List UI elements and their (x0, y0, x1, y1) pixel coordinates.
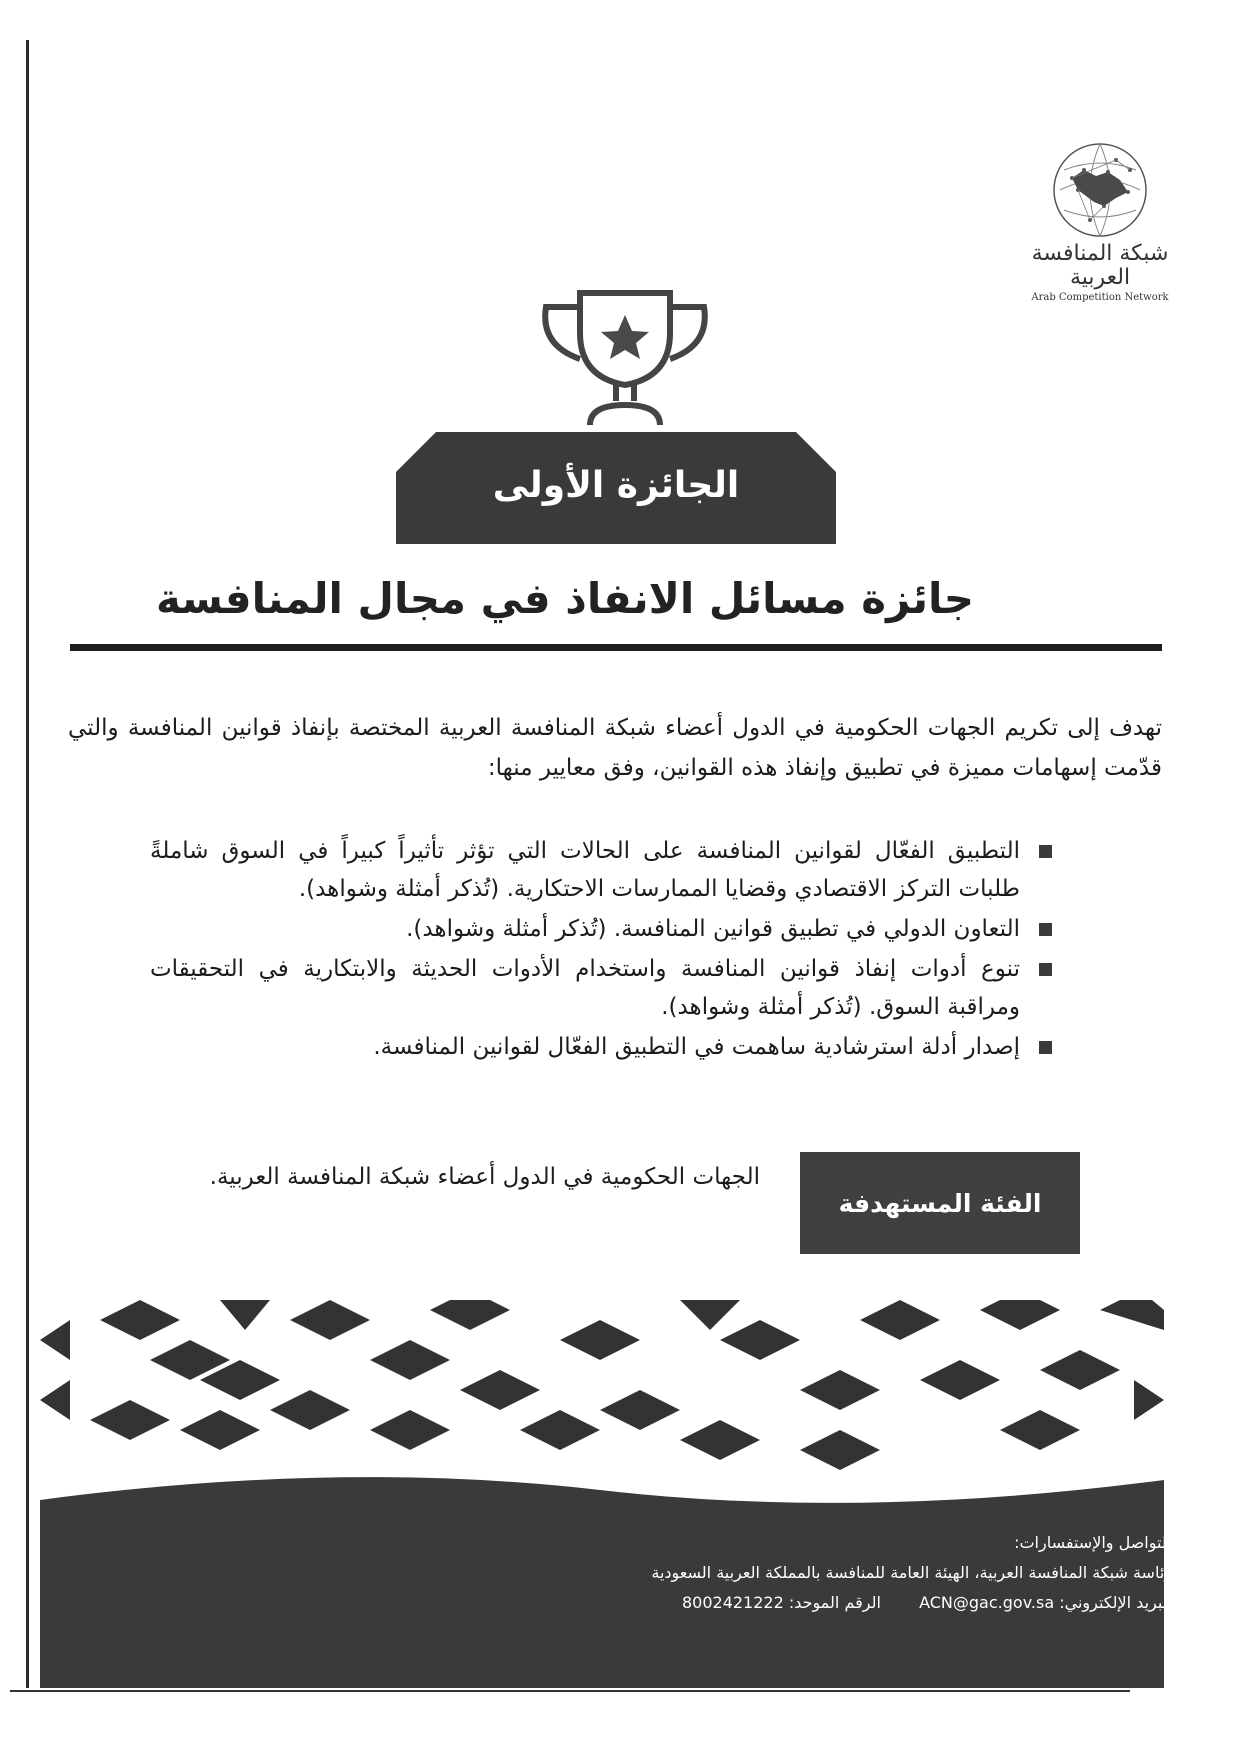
email-label: البريد الإلكتروني: (1059, 1593, 1172, 1612)
target-group-text: الجهات الحكومية في الدول أعضاء شبكة المنافسة العربية. (209, 1164, 760, 1190)
globe-network-icon (1050, 140, 1150, 240)
title-divider (70, 644, 1162, 651)
award-title: جائزة مسائل الانفاذ في مجال المنافسة (155, 574, 975, 623)
phone-label: الرقم الموحد: (788, 1593, 881, 1612)
target-group-label: الفئة المستهدفة (800, 1152, 1080, 1254)
square-bullet-icon (1039, 1041, 1052, 1054)
logo-name-english: Arab Competition Network (1031, 292, 1169, 304)
logo-name-arabic: شبكة المنافسة العربية (1031, 241, 1169, 291)
award-intro-paragraph: تهدف إلى تكريم الجهات الحكومية في الدول أعضاء شبكة المنافسة العربية المختصة بإنفاذ قوانين المنافسة والتي قدّمت إسهامات مميزة في تطبيق وإنفاذ هذه القوانين، وفق معايير منها: (68, 715, 1162, 781)
square-bullet-icon (1039, 923, 1052, 936)
contact-heading: للتواصل والإستفسارات: (1014, 1533, 1172, 1552)
list-item: تنوع أدوات إنفاذ قوانين المنافسة واستخدام الأدوات الحديثة والابتكارية في التحقيقات ومراقبة السوق. (تُذكر أمثلة وشواهد). (150, 950, 1056, 1026)
square-bullet-icon (1039, 845, 1052, 858)
first-award-label: الجائزة الأولى (492, 465, 740, 506)
square-bullet-icon (1039, 963, 1052, 976)
scan-edge-line (26, 40, 29, 1688)
scan-bottom-line (10, 1690, 1130, 1692)
trophy-star-icon (530, 285, 720, 435)
list-item: التعاون الدولي في تطبيق قوانين المنافسة. (تُذكر أمثلة وشواهد). (150, 910, 1056, 948)
arab-competition-network-logo (1020, 140, 1180, 310)
phone-number[interactable]: 8002421222 (681, 1593, 784, 1612)
contact-organization: رئاسة شبكة المنافسة العربية، الهيئة العامة للمنافسة بالمملكة العربية السعودية (651, 1563, 1172, 1582)
contact-block (372, 1528, 1172, 1618)
list-item: إصدار أدلة استرشادية ساهمت في التطبيق الفعّال لقوانين المنافسة. (150, 1028, 1056, 1066)
criteria-list (150, 832, 1056, 1068)
email-link[interactable]: ACN@gac.gov.sa (919, 1593, 1055, 1612)
contact-details (372, 1588, 1172, 1618)
list-item: التطبيق الفعّال لقوانين المنافسة على الحالات التي تؤثر تأثيراً كبيراً في السوق شاملةً طلبات التركز الاقتصادي وقضايا الممارسات الاحتكارية. (تُذكر أمثلة وشواهد). (150, 832, 1056, 908)
